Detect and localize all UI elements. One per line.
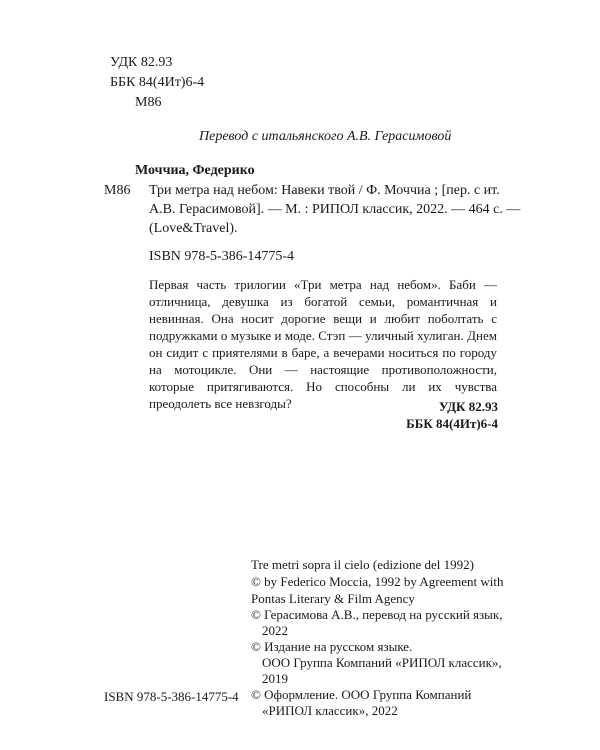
- catalog-mark: М86: [104, 183, 131, 198]
- header-udk: УДК 82.93: [110, 55, 173, 70]
- header-author-mark: М86: [135, 95, 162, 110]
- catalog-author-heading: Моччиа, Федерико: [135, 163, 255, 178]
- copyright-line: © Издание на русском языке.: [251, 639, 413, 654]
- catalog-isbn: ISBN 978-5-386-14775-4: [149, 249, 295, 264]
- catalog-description-line: Три метра над небом: Навеки твой / Ф. Моччиа ; [пер. с ит.: [149, 183, 500, 198]
- annotation-text: Первая часть трилогии «Три метра над небом». Баби — отличница, девушка из богатой семьи, романтичная и невинная. Она носит дорогие вещи и любит поболтать с подружками о музыке и моде. Стэп — уличный хулиган. Днем он сидит с приятелями в баре, а вечерами носиться по городу на мотоцикле. Они — настоящие противоположности, которые притягиваются. Но способны ли их чувства преодолеть все невзгоды?: [149, 277, 497, 411]
- copyright-line: Tre metri sopra il cielo (edizione del 1992): [251, 557, 474, 572]
- copyright-line: «РИПОЛ классик», 2022: [262, 703, 398, 718]
- copyright-line: © by Federico Moccia, 1992 by Agreement with: [251, 574, 504, 589]
- copyright-line: ООО Группа Компаний «РИПОЛ классик»,: [262, 655, 502, 670]
- copyright-line: Pontas Literary & Film Agency: [251, 591, 415, 606]
- header-bbk: ББК 84(4Ит)6-4: [110, 75, 205, 90]
- footer-isbn: ISBN 978-5-386-14775-4: [104, 689, 239, 704]
- translation-credit: Перевод с итальянского А.В. Герасимовой: [199, 129, 452, 144]
- catalog-description-line: А.В. Герасимовой]. — М. : РИПОЛ классик, 2022. — 464 с. —: [149, 202, 521, 217]
- catalog-description-line: (Love&Travel).: [149, 221, 238, 236]
- copyright-line: © Оформление. ООО Группа Компаний: [251, 687, 472, 702]
- copyright-line: 2022: [262, 623, 288, 638]
- classification-bbk: ББК 84(4Ит)6-4: [406, 416, 498, 431]
- copyright-line: © Герасимова А.В., перевод на русский язык,: [251, 607, 503, 622]
- copyright-line: 2019: [262, 671, 288, 686]
- classification-udk: УДК 82.93: [438, 399, 498, 414]
